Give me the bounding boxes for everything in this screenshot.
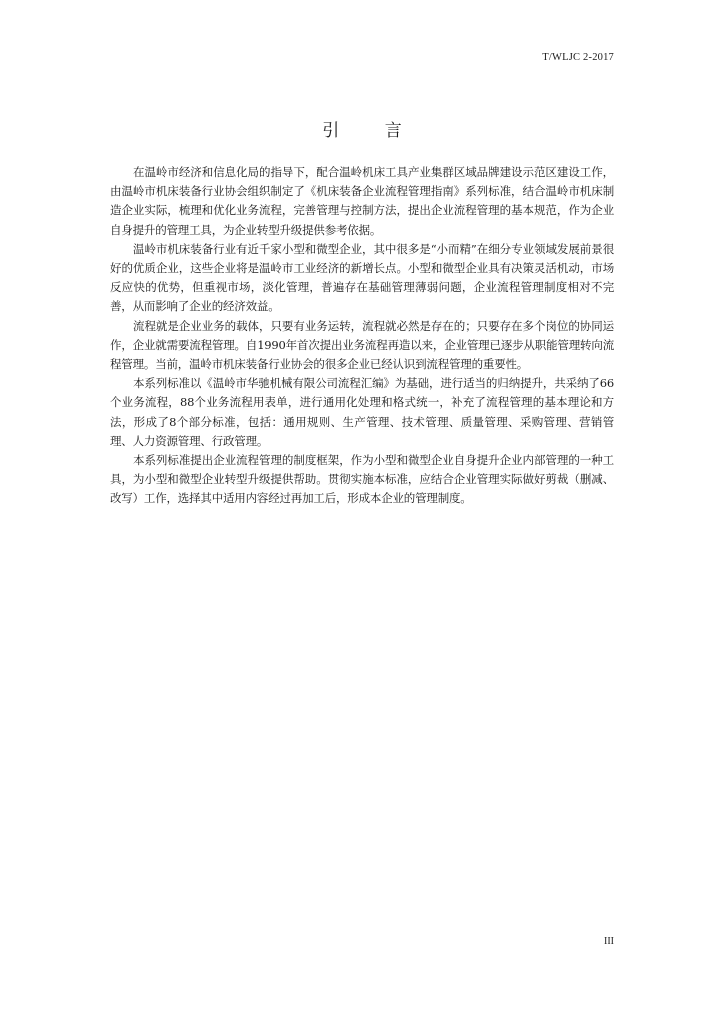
page-title: 引 言	[322, 121, 422, 141]
standard-code: T/WLJC 2-2017	[542, 52, 614, 63]
paragraph-4: 本系列标准以《温岭市华驰机械有限公司流程汇编》为基础，进行适当的归纳提升，共采纳了66个业务流程，88个业务流程用表单，进行通用化处理和格式统一，补充了流程管理的基本理论和方法，形成了8个部分标准，包括：通用规则、生产管理、技术管理、质量管理、采购管理、营销管理、人力资源管理、行政管理。	[110, 376, 614, 448]
page-number: III	[604, 936, 614, 947]
paragraph-5: 本系列标准提出企业流程管理的制度框架，作为小型和微型企业自身提升企业内部管理的一种工具，为小型和微型企业转型升级提供帮助。贯彻实施本标准，应结合企业管理实际做好剪裁（删减、改写）工作，选择其中适用内容经过再加工后，形成本企业的管理制度。	[110, 453, 614, 506]
paragraph-1: 在温岭市经济和信息化局的指导下，配合温岭机床工具产业集群区域品牌建设示范区建设工作，由温岭市机床装备行业协会组织制定了《机床装备企业流程管理指南》系列标准，结合温岭市机床制造企业实际，梳理和优化业务流程，完善管理与控制方法，提出企业流程管理的基本规范，作为企业自身提升的管理工具，为企业转型升级提供参考依据。	[110, 165, 614, 237]
paragraph-3: 流程就是企业业务的载体，只要有业务运转，流程就必然是存在的；只要存在多个岗位的协同运作，企业就需要流程管理。自1990年首次提出业务流程再造以来，企业管理已逐步从职能管理转向流程管理。当前，温岭市机床装备行业协会的很多企业已经认识到流程管理的重要性。	[110, 318, 614, 372]
body-text	[110, 163, 614, 509]
paragraph-2: 温岭市机床装备行业有近千家小型和微型企业，其中很多是“小而精”在细分专业领域发展前景很好的优质企业，这些企业将是温岭市工业经济的新增长点。小型和微型企业具有决策灵活机动，市场反应快的优势，但重视市场，淡化管理，普遍存在基础管理薄弱问题，企业流程管理制度相对不完善，从而影响了企业的经济效益。	[110, 241, 614, 314]
